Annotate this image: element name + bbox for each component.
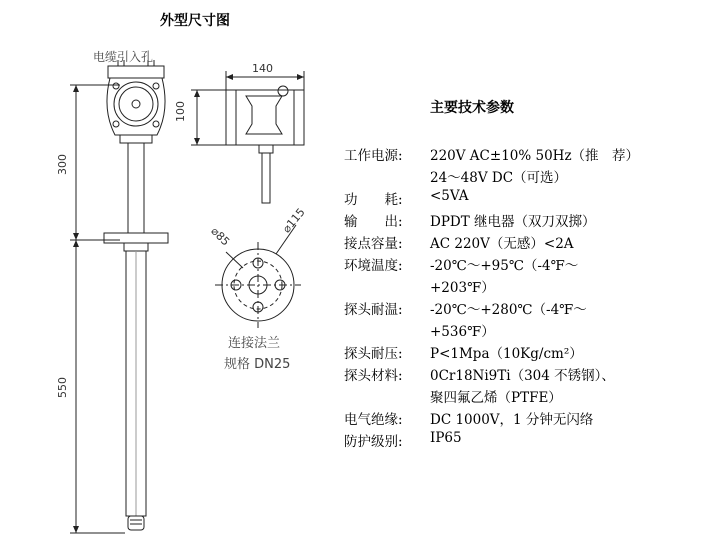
specs-title: 主要技术参数 xyxy=(430,100,514,116)
flange-spec: 规格 DN25 xyxy=(224,357,291,372)
dim-hole-diameter: ⌀85 xyxy=(208,224,233,249)
spec-key: 探头耐压: xyxy=(344,346,403,362)
spec-key: 功 耗: xyxy=(344,192,403,208)
spec-value: -20℃～+95℃（-4℉～ xyxy=(430,258,579,274)
outline-title: 外型尺寸图 xyxy=(160,13,230,29)
spec-value: 聚四氟乙烯（PTFE） xyxy=(430,390,562,406)
dim-flange-diameter: ⌀115 xyxy=(279,205,308,236)
spec-key: 探头耐温: xyxy=(344,302,403,318)
spec-key: 电气绝缘: xyxy=(344,412,403,428)
spec-value: 220V AC±10% 50Hz（推 荐） xyxy=(430,148,640,164)
dim-upper-length: 300 xyxy=(56,154,69,175)
spec-value: P<1Mpa（10Kg/cm²） xyxy=(430,346,583,362)
dim-probe-length: 550 xyxy=(56,377,69,398)
flange-side xyxy=(104,233,168,243)
spec-key: 环境温度: xyxy=(344,258,403,274)
spec-value: 24～48V DC（可选） xyxy=(430,170,568,186)
spec-value: 0Cr18Ni9Ti（304 不锈钢）、 xyxy=(430,368,615,384)
spec-key: 输 出: xyxy=(344,214,403,230)
spec-value: AC 220V（无感）<2A xyxy=(430,236,574,252)
head-cap xyxy=(108,66,164,78)
dim-width: 140 xyxy=(252,62,273,75)
spec-key: 防护级别: xyxy=(344,434,403,450)
spec-value: DPDT 继电器（双刀双掷） xyxy=(430,214,596,230)
spec-value: +536℉） xyxy=(430,324,495,340)
spec-value: <5VA xyxy=(430,188,469,204)
housing-side-view xyxy=(226,90,304,145)
spec-value: -20℃～+280℃（-4℉～ xyxy=(430,302,587,318)
cable-entry-label: 电缆引入孔 xyxy=(93,50,154,64)
dim-head-height: 100 xyxy=(174,101,187,122)
flange-label: 连接法兰 xyxy=(228,336,281,351)
spec-value: +203℉） xyxy=(430,280,495,296)
spec-key: 工作电源: xyxy=(344,148,403,164)
spec-key: 接点容量: xyxy=(344,236,403,252)
spec-value: DC 1000V，1 分钟无闪络 xyxy=(430,412,594,428)
spec-value: IP65 xyxy=(430,430,462,446)
spec-key: 探头材料: xyxy=(344,368,403,384)
upper-tube xyxy=(128,143,144,233)
